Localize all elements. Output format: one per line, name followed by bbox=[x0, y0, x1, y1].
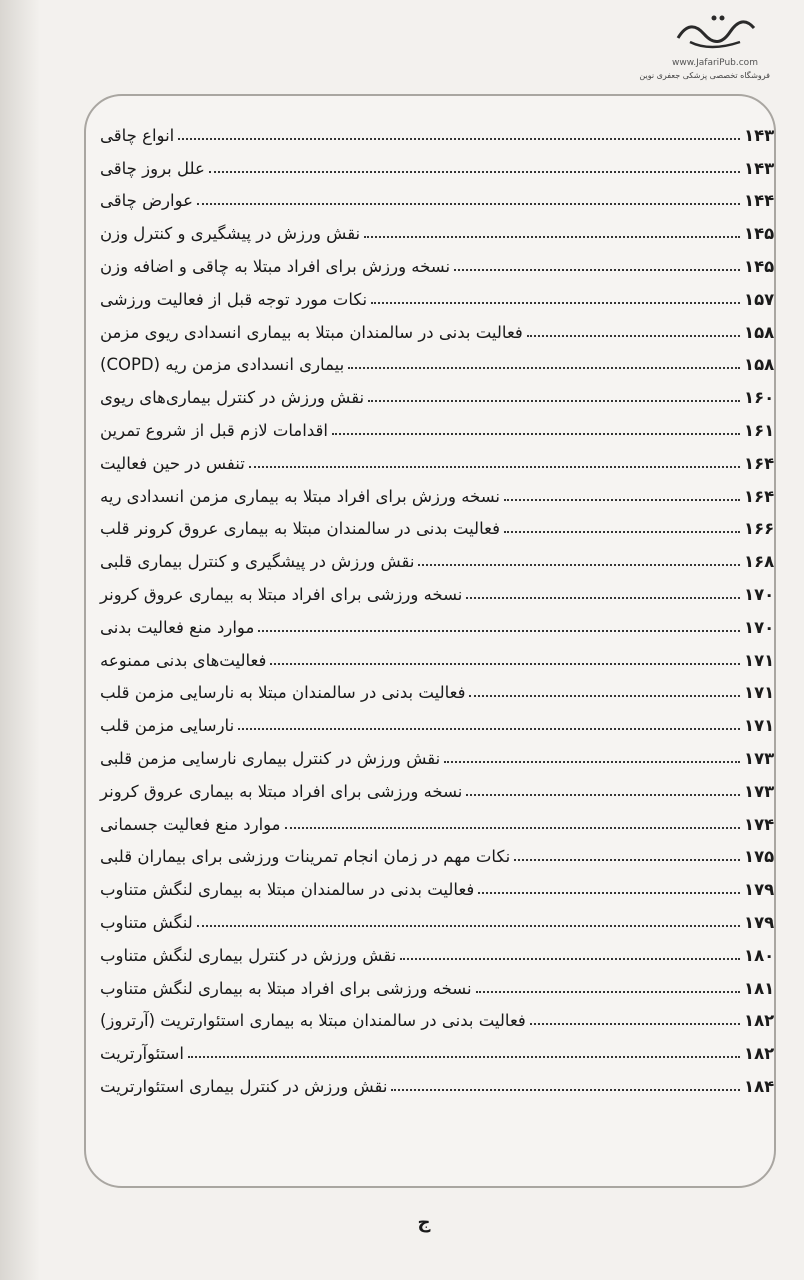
toc-dot-leader bbox=[249, 466, 740, 468]
publisher-url: www.JafariPub.com bbox=[672, 58, 758, 68]
toc-entry bbox=[100, 1065, 792, 1098]
toc-entry-title: فعالیت بدنی در سالمندان مبتلا به نارسایی مزمن قلب bbox=[100, 683, 466, 703]
toc-entry-page-number: ۱۷۱ bbox=[744, 650, 775, 670]
toc-entry-page-number: ۱۶۱ bbox=[744, 420, 775, 440]
toc-entry-title: نسخه ورزش برای افراد مبتلا به بیماری مزمن انسدادی ریه bbox=[100, 486, 501, 506]
toc-entry-page-number: ۱۴۵ bbox=[744, 224, 775, 244]
toc-entry bbox=[100, 868, 792, 901]
toc-entry-page-number: ۱۸۰ bbox=[744, 945, 775, 965]
toc-entry-page-number: ۱۷۳ bbox=[744, 781, 775, 801]
toc-entry-title: نسخه ورزشی برای افراد مبتلا به بیماری لنگش متناوب bbox=[100, 978, 472, 998]
toc-entry bbox=[100, 901, 792, 934]
toc-entry bbox=[100, 770, 792, 803]
toc-entry-title: نارسایی مزمن قلب bbox=[100, 716, 235, 736]
toc-dot-leader bbox=[332, 433, 740, 435]
toc-entry-page-number: ۱۷۰ bbox=[744, 584, 775, 604]
toc-entry bbox=[100, 639, 792, 672]
toc-entry-title: بیماری انسدادی مزمن ریه (COPD) bbox=[100, 355, 345, 375]
toc-entry bbox=[100, 1000, 792, 1033]
toc-entry bbox=[100, 737, 792, 770]
toc-entry-page-number: ۱۴۳ bbox=[744, 125, 775, 145]
toc-entry bbox=[100, 803, 792, 836]
toc-entry bbox=[100, 344, 792, 377]
toc-entry-page-number: ۱۷۵ bbox=[744, 847, 775, 867]
toc-dot-leader bbox=[504, 499, 740, 501]
toc-entry bbox=[100, 311, 792, 344]
toc-entry-page-number: ۱۷۱ bbox=[744, 683, 775, 703]
toc-entry-page-number: ۱۴۵ bbox=[744, 256, 775, 276]
toc-entry bbox=[100, 376, 792, 409]
toc-entry-title: انواع چاقی bbox=[100, 125, 175, 145]
toc-dot-leader bbox=[530, 1023, 740, 1025]
toc-dot-leader bbox=[478, 892, 740, 894]
toc-entry-page-number: ۱۶۴ bbox=[744, 453, 775, 473]
toc-entry bbox=[100, 967, 792, 1000]
toc-entry-page-number: ۱۶۶ bbox=[744, 519, 775, 539]
toc-entry-page-number: ۱۵۷ bbox=[744, 289, 775, 309]
toc-entry bbox=[100, 672, 792, 705]
toc-entry-title: نسخه ورزشی برای افراد مبتلا به بیماری عروق کرونر bbox=[100, 781, 463, 801]
toc-entry-page-number: ۱۷۰ bbox=[744, 617, 775, 637]
toc-entry-title: نقش ورزش در پیشگیری و کنترل بیماری قلبی bbox=[100, 552, 415, 572]
toc-dot-leader bbox=[514, 859, 740, 861]
toc-entry bbox=[100, 442, 792, 475]
toc-dot-leader bbox=[368, 400, 740, 402]
toc-entry-page-number: ۱۵۸ bbox=[744, 355, 775, 375]
toc-dot-leader bbox=[197, 925, 740, 927]
publisher-tagline: فروشگاه تخصصی پزشکی جعفری نوین bbox=[639, 71, 770, 80]
page-folio: ج bbox=[417, 1212, 431, 1233]
toc-entry-title: لنگش متناوب bbox=[100, 912, 193, 932]
toc-entry-page-number: ۱۷۴ bbox=[744, 814, 775, 834]
toc-entry-title: اقدامات لازم قبل از شروع تمرین bbox=[100, 420, 328, 440]
toc-dot-leader bbox=[197, 203, 740, 205]
toc-entry-title: عوارض چاقی bbox=[100, 191, 193, 211]
toc-entry-page-number: ۱۶۸ bbox=[744, 552, 775, 572]
toc-entry bbox=[100, 540, 792, 573]
toc-dot-leader bbox=[364, 236, 740, 238]
toc-dot-leader bbox=[469, 695, 740, 697]
toc-dot-leader bbox=[391, 1089, 740, 1091]
toc-entry-title: فعالیت بدنی در سالمندان مبتلا به بیماری استئوارتریت (آرتروز) bbox=[100, 1011, 526, 1031]
page-gutter-shadow bbox=[0, 0, 40, 1280]
toc-entry-page-number: ۱۴۴ bbox=[744, 191, 775, 211]
toc-entry bbox=[100, 475, 792, 508]
toc-dot-leader bbox=[466, 597, 740, 599]
toc-dot-leader bbox=[178, 138, 740, 140]
toc-entry-title: موارد منع فعالیت بدنی bbox=[100, 617, 255, 637]
toc-entry-title: استئوآرتریت bbox=[100, 1044, 184, 1064]
toc-entry-title: نکات مهم در زمان انجام تمرینات ورزشی برای بیماران قلبی bbox=[100, 847, 511, 867]
toc-entry-page-number: ۱۶۴ bbox=[744, 486, 775, 506]
toc-entry-title: تنفس در حین فعالیت bbox=[100, 453, 245, 473]
toc-entry bbox=[100, 704, 792, 737]
toc-entry-page-number: ۱۸۲ bbox=[744, 1044, 775, 1064]
toc-dot-leader bbox=[258, 630, 740, 632]
toc-entry bbox=[100, 180, 792, 213]
toc-dot-leader bbox=[504, 531, 740, 533]
toc-entry-title: فعالیت بدنی در سالمندان مبتلا به بیماری عروق کرونر قلب bbox=[100, 519, 500, 539]
toc-entry-page-number: ۱۶۰ bbox=[744, 388, 775, 408]
toc-entry bbox=[100, 573, 792, 606]
toc-entry-page-number: ۱۷۳ bbox=[744, 748, 775, 768]
toc-entry bbox=[100, 114, 792, 147]
toc-entry bbox=[100, 212, 792, 245]
toc-entry-page-number: ۱۴۳ bbox=[744, 158, 775, 178]
toc-entry-page-number: ۱۵۸ bbox=[744, 322, 775, 342]
toc-dot-leader bbox=[238, 728, 740, 730]
toc-dot-leader bbox=[466, 794, 740, 796]
toc-entry-title: نقش ورزش در کنترل بیماری‌های ریوی bbox=[100, 388, 365, 408]
publisher-logo bbox=[639, 8, 770, 90]
toc-dot-leader bbox=[348, 367, 740, 369]
toc-entry-title: نقش ورزش در کنترل بیماری لنگش متناوب bbox=[100, 945, 397, 965]
toc-dot-leader bbox=[454, 269, 740, 271]
toc-entry-title: فعالیت بدنی در سالمندان مبتلا به بیماری لنگش متناوب bbox=[100, 880, 475, 900]
toc-entry bbox=[100, 508, 792, 541]
toc-entry-page-number: ۱۷۱ bbox=[744, 716, 775, 736]
toc-entry-title: نقش ورزش در کنترل بیماری استئوارتریت bbox=[100, 1076, 388, 1096]
toc-entry-page-number: ۱۸۴ bbox=[744, 1076, 775, 1096]
toc-entry-title: موارد منع فعالیت جسمانی bbox=[100, 814, 281, 834]
toc-entry bbox=[100, 1032, 792, 1065]
toc-entry bbox=[100, 836, 792, 869]
toc-entry-title: نقش ورزش در پیشگیری و کنترل وزن bbox=[100, 224, 361, 244]
toc-entry-title: فعالیت بدنی در سالمندان مبتلا به بیماری انسدادی ریوی مزمن bbox=[100, 322, 523, 342]
toc-dot-leader bbox=[527, 335, 740, 337]
toc-entry-title: نقش ورزش در کنترل بیماری نارسایی مزمن قلبی bbox=[100, 748, 441, 768]
toc-entry-page-number: ۱۸۲ bbox=[744, 1011, 775, 1031]
toc-entry bbox=[100, 934, 792, 967]
toc-entry-title: نسخه ورزش برای افراد مبتلا به چاقی و اضافه وزن bbox=[100, 256, 451, 276]
toc-entry-page-number: ۱۷۹ bbox=[744, 912, 775, 932]
toc-entry-title: نسخه ورزشی برای افراد مبتلا به بیماری عروق کرونر bbox=[100, 584, 463, 604]
toc-entry bbox=[100, 147, 792, 180]
toc-entry-title: نکات مورد توجه قبل از فعالیت ورزشی bbox=[100, 289, 368, 309]
toc-dot-leader bbox=[285, 827, 740, 829]
publisher-logo-mark-icon bbox=[670, 8, 760, 56]
table-of-contents bbox=[100, 114, 792, 1098]
toc-entry bbox=[100, 278, 792, 311]
toc-entry-title: فعالیت‌های بدنی ممنوعه bbox=[100, 650, 267, 670]
toc-entry-title: علل بروز چاقی bbox=[100, 158, 205, 178]
toc-entry bbox=[100, 409, 792, 442]
toc-dot-leader bbox=[209, 171, 740, 173]
toc-dot-leader bbox=[418, 564, 740, 566]
toc-dot-leader bbox=[371, 302, 740, 304]
toc-dot-leader bbox=[444, 761, 740, 763]
toc-entry-page-number: ۱۷۹ bbox=[744, 880, 775, 900]
toc-dot-leader bbox=[476, 991, 740, 993]
toc-dot-leader bbox=[400, 958, 740, 960]
toc-entry bbox=[100, 245, 792, 278]
toc-dot-leader bbox=[188, 1056, 740, 1058]
toc-entry-page-number: ۱۸۱ bbox=[744, 978, 775, 998]
toc-dot-leader bbox=[270, 663, 740, 665]
toc-entry bbox=[100, 606, 792, 639]
